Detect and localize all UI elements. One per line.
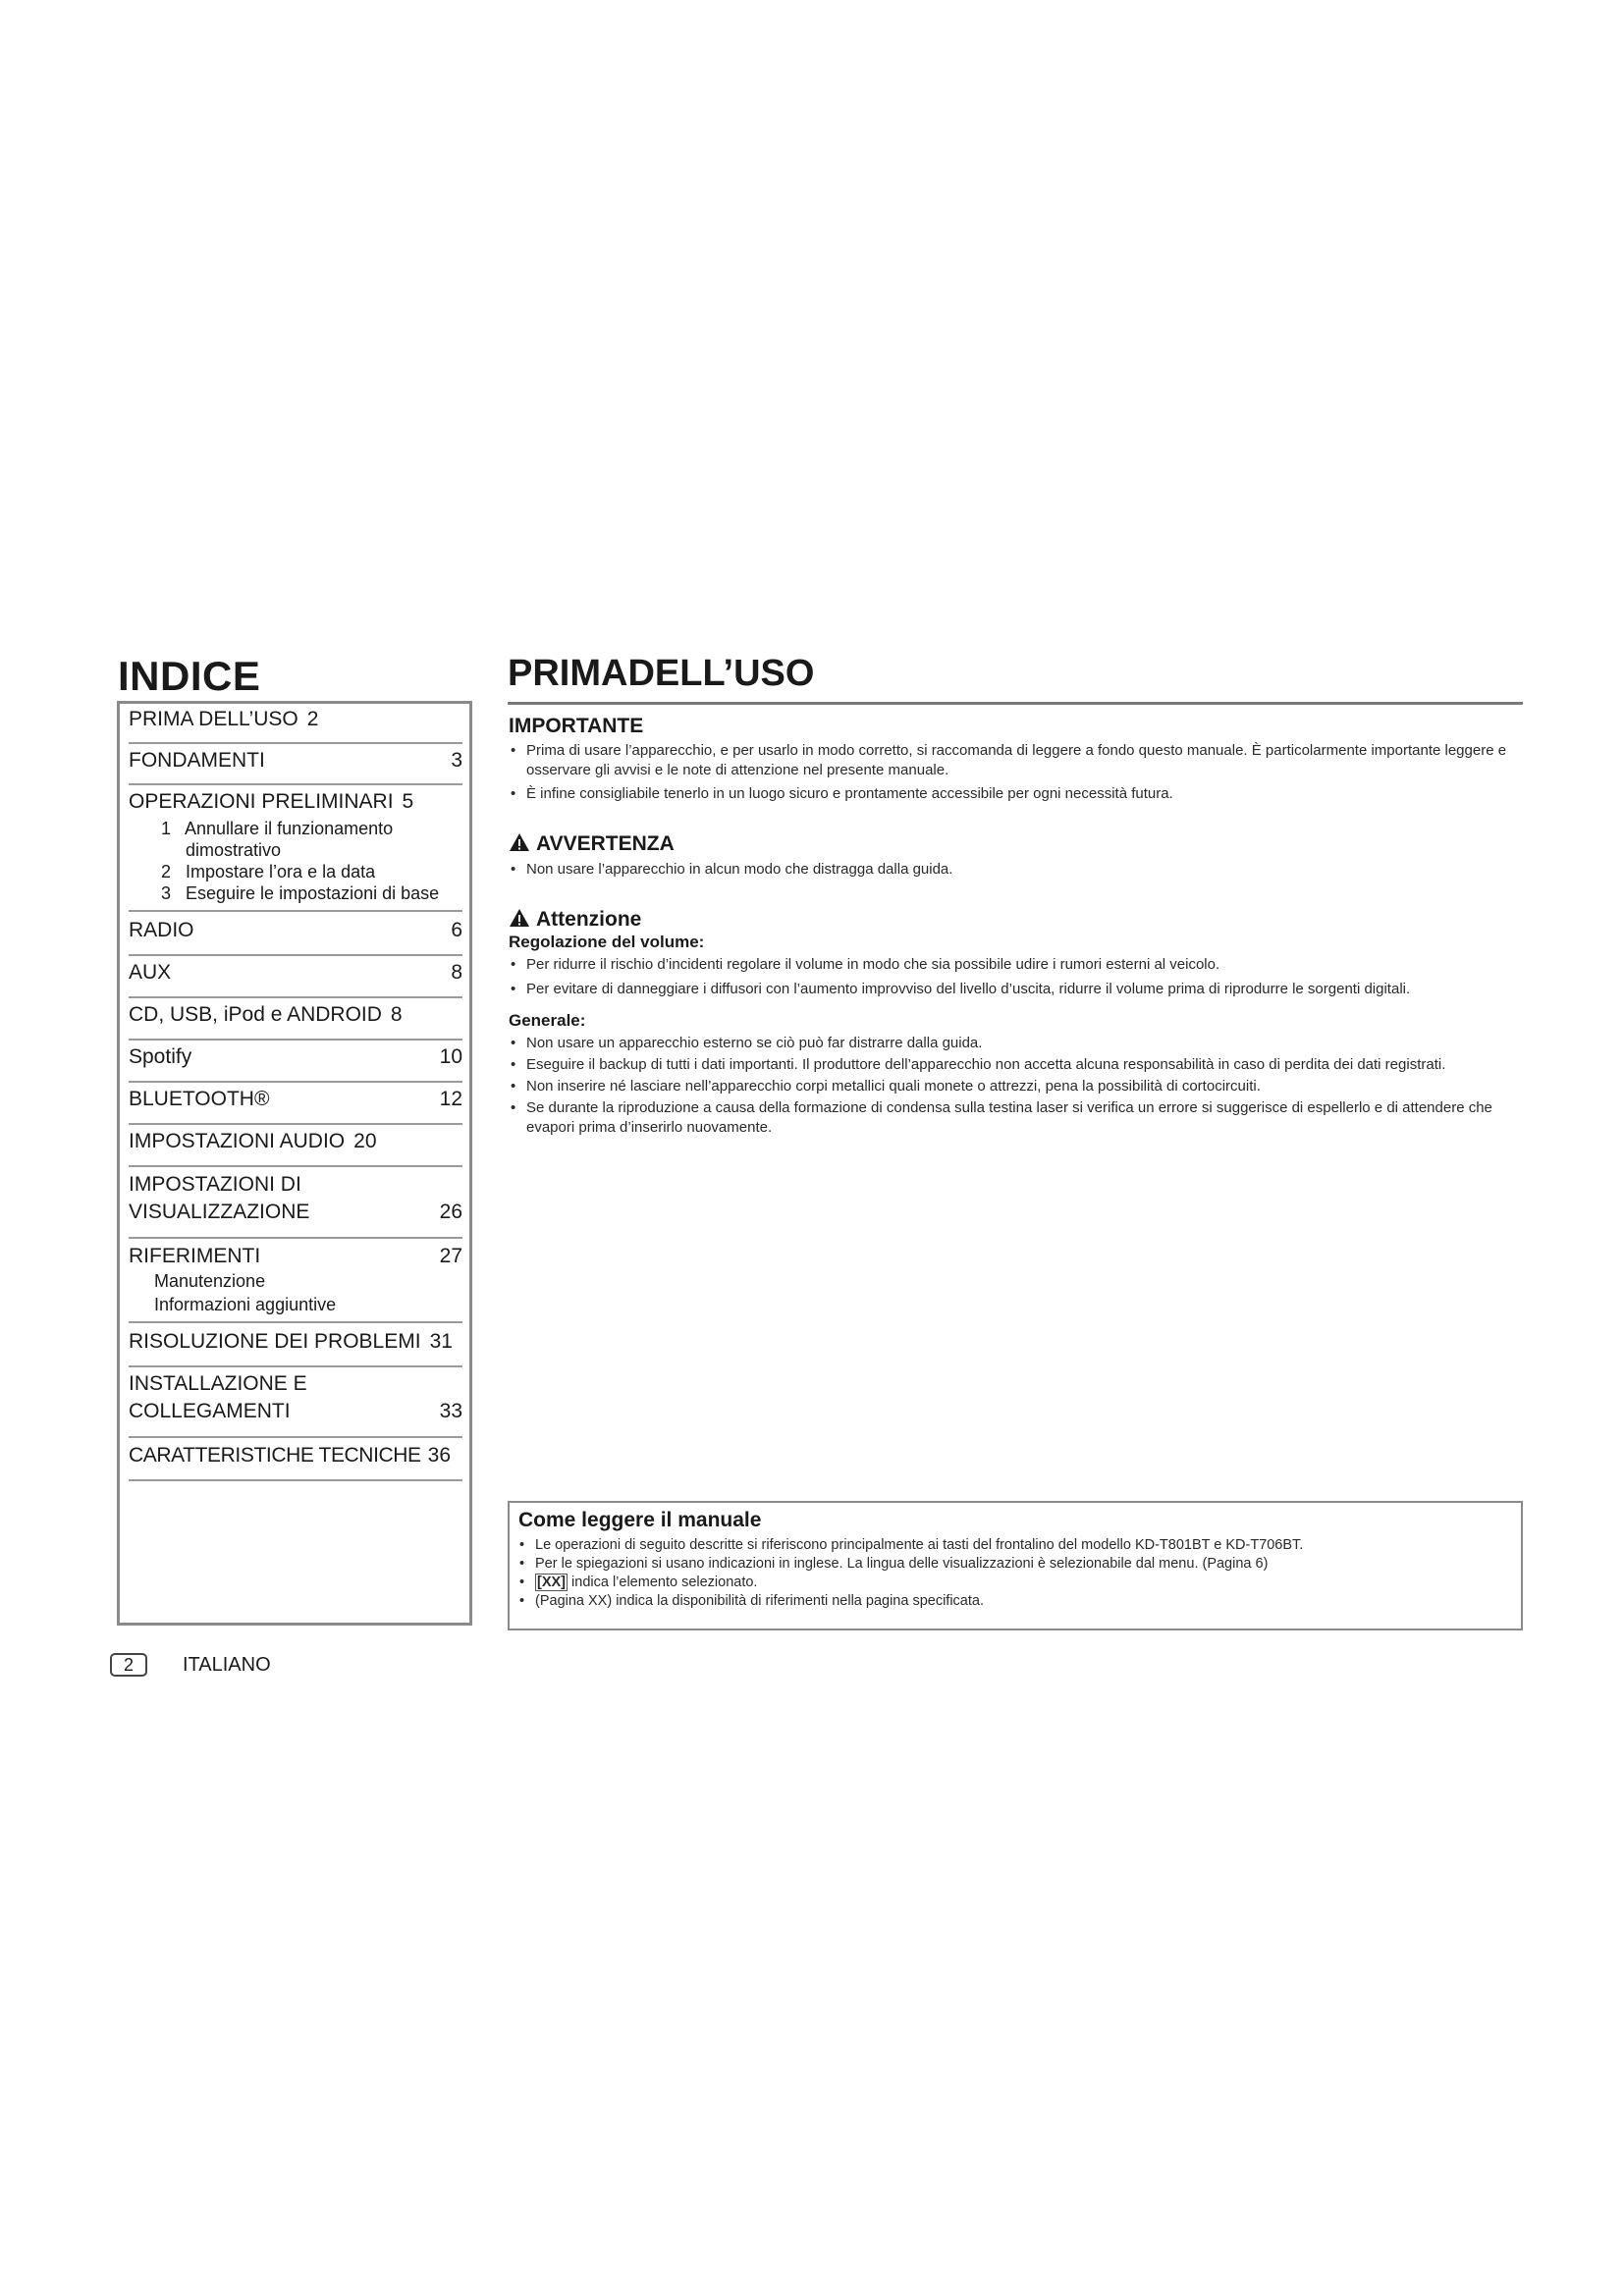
bullet-icon: • [511,1099,516,1116]
toc-entry-label: IMPOSTAZIONI AUDIO [129,1130,346,1152]
toc-entry-risoluzione-problemi[interactable] [129,1328,462,1367]
avvertenza-heading: AVVERTENZA [509,832,675,856]
toc-entry-label: FONDAMENTI [129,749,265,772]
list-item: • Per le spiegazioni si usano indicazioni in inglese. La lingua delle visualizzazioni è selezionabile dal menu. (Pagina 6) [519,1556,1269,1572]
generale-subheading: Generale: [509,1011,586,1030]
toc-subitem[interactable]: 1 Annullare il funzionamento [161,819,394,838]
bullet-icon: • [511,981,516,997]
toc-entry-label: RIFERIMENTI [129,1245,261,1267]
list-item: • Eseguire il backup di tutti i dati importanti. Il produttore dell’apparecchio non accetta alcuna responsabilità in caso di perdita dei dati registrati. [511,1056,1446,1073]
list-item: • Per evitare di danneggiare i diffusori con l’aumento improvviso del livello d’uscita, ridurre il volume prima di riprodurre le sorgenti digitali. [511,981,1411,997]
attenzione-heading: Attenzione [509,908,641,932]
toc-entry-label: BLUETOOTH® [129,1088,270,1110]
toc-entry-page: 5 [402,790,414,813]
toc-title: INDICE [118,653,261,699]
bullet-icon: • [519,1593,525,1609]
bullet-icon: • [511,1035,516,1051]
toc-entry-label: OPERAZIONI PRELIMINARI [129,790,394,813]
bullet-icon: • [511,956,516,973]
importante-heading: IMPORTANTE [509,715,644,737]
toc-entry-bluetooth[interactable] [129,1086,462,1125]
toc-entry-page: 12 [439,1088,462,1110]
page-title: PRIMADELL’USO [508,653,815,694]
toc-subitem[interactable]: Informazioni aggiuntive [154,1295,337,1314]
list-item: • Non usare l’apparecchio in alcun modo che distragga dalla guida. [511,861,953,878]
bullet-icon: • [511,861,516,878]
toc-entry-page: 8 [390,1003,403,1026]
generale-list [509,1034,1520,1143]
list-item: • È infine consigliabile tenerlo in un luogo sicuro e prontamente accessibile per ogni necessità futura. [511,785,1173,802]
toc-entry-page: 3 [451,749,462,772]
toc-entry-label: CD, USB, iPod e ANDROID [129,1003,382,1026]
toc-entry-spotify[interactable] [129,1043,462,1083]
toc-entry-label: RISOLUZIONE DEI PROBLEMI [129,1330,421,1353]
bullet-icon: • [519,1575,525,1590]
toc-subitem[interactable]: 3 Eseguire le impostazioni di base [161,883,440,903]
list-item: • (Pagina XX) indica la disponibilità di riferimenti nella pagina specificata. [519,1593,984,1609]
toc-entry-page: 8 [451,961,462,984]
toc-entry-caratteristiche-tecniche[interactable] [129,1442,462,1481]
toc-entry-prima-delluso[interactable] [129,706,462,744]
toc-entry-page: 6 [451,919,462,941]
manual-list [517,1536,1509,1611]
toc-entry-label-line2: COLLEGAMENTI [129,1400,291,1422]
manual-heading: Come leggere il manuale [518,1509,762,1531]
toc-entry-page: 26 [439,1201,462,1223]
toc-entry-label: AUX [129,961,172,984]
toc-entry-radio[interactable] [129,917,462,956]
toc-entry-label: PRIMA DELL’USO [129,708,298,730]
list-item: • Le operazioni di seguito descritte si riferiscono principalmente ai tasti del frontalino del modello KD-T801BT e KD-T706BT. [519,1537,1304,1553]
toc-subitem[interactable]: 2 Impostare l’ora e la data [161,862,376,881]
toc-entry-page: 20 [353,1130,377,1152]
title-divider [508,702,1523,705]
toc-entry-label-line1: IMPOSTAZIONI DI [129,1173,301,1196]
toc-entry-label: CARATTERISTICHE TECNICHE [129,1444,421,1467]
toc-entry-page: 10 [439,1045,462,1068]
footer-language: ITALIANO [183,1654,271,1676]
warning-icon [509,908,530,928]
toc-entry-impostazioni-visualizzazione[interactable] [129,1171,462,1239]
toc-subitem-continuation: dimostrativo [186,840,282,860]
manual-notes-box [508,1501,1523,1630]
volume-subheading: Regolazione del volume: [509,933,705,951]
bullet-icon: • [511,1056,516,1073]
toc-entry-impostazioni-audio[interactable] [129,1128,462,1167]
avvertenza-list [509,860,1520,884]
list-item: • Non inserire né lasciare nell’apparecchio corpi metallici quali monete o attrezzi, pena la possibilità di cortocircuiti. [511,1078,1261,1095]
toc-entry-label: RADIO [129,919,194,941]
toc-entry-riferimenti[interactable] [129,1243,462,1323]
toc-entry-page: 31 [429,1330,453,1353]
toc-subitem[interactable]: Manutenzione [154,1271,266,1291]
importante-list [509,741,1520,809]
list-item: • Prima di usare l’apparecchio, e per usarlo in modo corretto, si raccomanda di leggere a fondo questo manuale. È particolarmente importante leggere e osservare gli avvisi e le note di attenzione nel presente manuale. [511,742,1507,778]
toc-entry-cd-usb-ipod-android[interactable] [129,1001,462,1041]
list-item: • Per ridurre il rischio d’incidenti regolare il volume in modo che sia possibile udire i rumori esterni al veicolo. [511,956,1220,973]
toc-entry-page: 2 [306,708,319,730]
volume-list [509,955,1520,1004]
list-item: • [XX] indica l’elemento selezionato. [519,1575,758,1590]
bullet-icon: • [511,1078,516,1095]
toc-entry-label-line2: VISUALIZZAZIONE [129,1201,310,1223]
list-item: • Non usare un apparecchio esterno se ciò può far distrarre dalla guida. [511,1035,983,1051]
toc-entry-label-line1: INSTALLAZIONE E [129,1372,307,1395]
toc-entry-operazioni-preliminari[interactable] [129,788,462,912]
toc-entry-fondamenti[interactable] [129,747,462,785]
bullet-icon: • [519,1537,525,1553]
page-number-badge: 2 [110,1653,147,1677]
list-item: • Se durante la riproduzione a causa della formazione di condensa sulla testina laser si verifica un errore si suggerisce di espellerlo e di attendere che evapori prima d’inserirlo nuovamente. [511,1099,1492,1136]
warning-icon [509,832,530,852]
toc-entry-installazione-collegamenti[interactable] [129,1370,462,1438]
bullet-icon: • [511,742,516,759]
selected-item-tag: [XX] [537,1575,566,1590]
table-of-contents [117,701,472,1626]
bullet-icon: • [511,785,516,802]
bullet-icon: • [519,1556,525,1572]
toc-entry-page: 36 [427,1444,452,1467]
toc-entry-label: Spotify [129,1045,192,1068]
toc-entry-page: 33 [439,1400,462,1422]
toc-entry-page: 27 [439,1245,462,1267]
toc-entry-aux[interactable] [129,959,462,998]
